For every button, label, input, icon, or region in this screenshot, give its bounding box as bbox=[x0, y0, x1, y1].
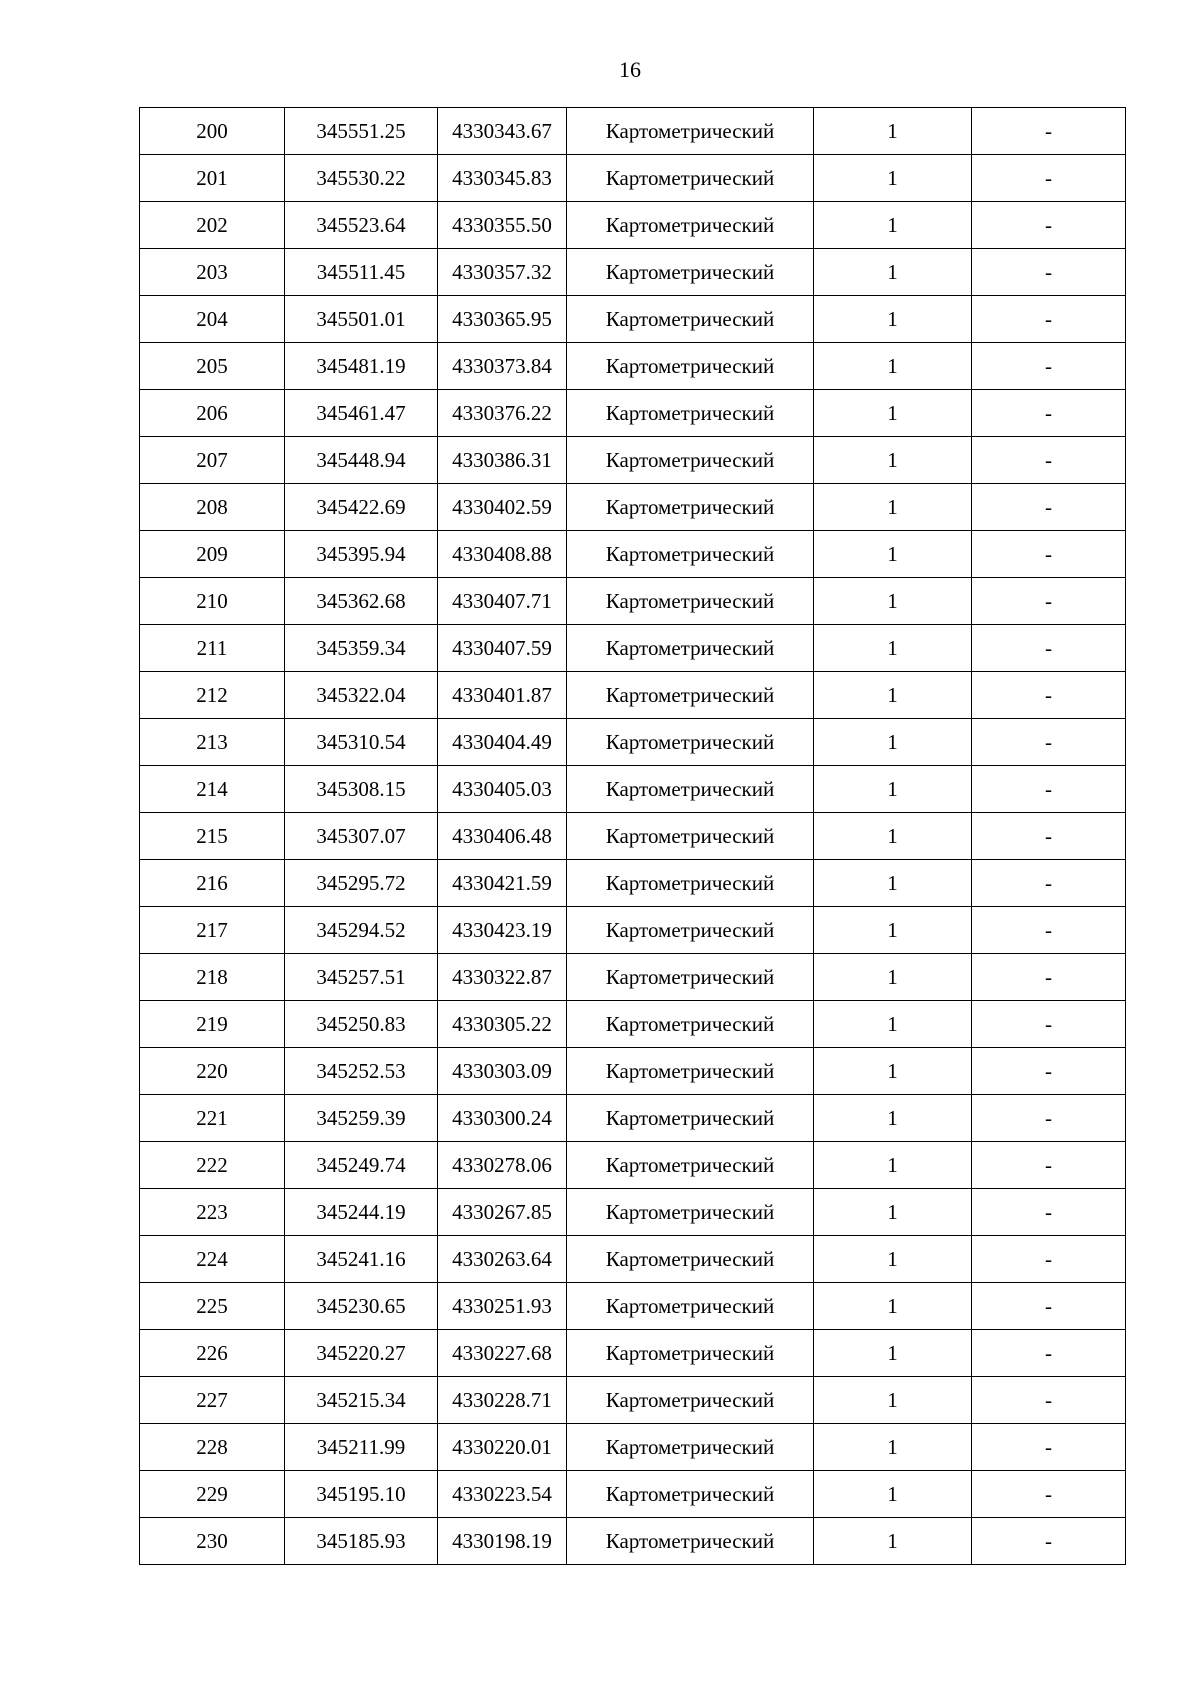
method-cell: Картометрический bbox=[567, 108, 814, 155]
x-coordinate-cell: 345461.47 bbox=[285, 390, 438, 437]
description-cell: - bbox=[972, 484, 1126, 531]
point-number-cell: 204 bbox=[140, 296, 285, 343]
method-cell: Картометрический bbox=[567, 1048, 814, 1095]
x-coordinate-cell: 345308.15 bbox=[285, 766, 438, 813]
accuracy-cell: 1 bbox=[814, 907, 972, 954]
x-coordinate-cell: 345422.69 bbox=[285, 484, 438, 531]
method-cell: Картометрический bbox=[567, 1001, 814, 1048]
method-cell: Картометрический bbox=[567, 249, 814, 296]
table-row bbox=[140, 1424, 1126, 1471]
description-cell: - bbox=[972, 578, 1126, 625]
table-row bbox=[140, 1471, 1126, 1518]
x-coordinate-cell: 345259.39 bbox=[285, 1095, 438, 1142]
description-cell: - bbox=[972, 672, 1126, 719]
table-row bbox=[140, 625, 1126, 672]
x-coordinate-cell: 345448.94 bbox=[285, 437, 438, 484]
page-number: 16 bbox=[619, 57, 641, 82]
x-coordinate-cell: 345230.65 bbox=[285, 1283, 438, 1330]
description-cell: - bbox=[972, 155, 1126, 202]
accuracy-cell: 1 bbox=[814, 1236, 972, 1283]
table-row bbox=[140, 1048, 1126, 1095]
point-number-cell: 202 bbox=[140, 202, 285, 249]
method-cell: Картометрический bbox=[567, 1471, 814, 1518]
x-coordinate-cell: 345294.52 bbox=[285, 907, 438, 954]
method-cell: Картометрический bbox=[567, 954, 814, 1001]
method-cell: Картометрический bbox=[567, 625, 814, 672]
description-cell: - bbox=[972, 907, 1126, 954]
y-coordinate-cell: 4330303.09 bbox=[438, 1048, 567, 1095]
method-cell: Картометрический bbox=[567, 296, 814, 343]
table-row bbox=[140, 1095, 1126, 1142]
y-coordinate-cell: 4330408.88 bbox=[438, 531, 567, 578]
method-cell: Картометрический bbox=[567, 1189, 814, 1236]
y-coordinate-cell: 4330198.19 bbox=[438, 1518, 567, 1565]
x-coordinate-cell: 345215.34 bbox=[285, 1377, 438, 1424]
description-cell: - bbox=[972, 719, 1126, 766]
point-number-cell: 211 bbox=[140, 625, 285, 672]
point-number-cell: 205 bbox=[140, 343, 285, 390]
table-row bbox=[140, 531, 1126, 578]
method-cell: Картометрический bbox=[567, 531, 814, 578]
point-number-cell: 228 bbox=[140, 1424, 285, 1471]
accuracy-cell: 1 bbox=[814, 202, 972, 249]
x-coordinate-cell: 345257.51 bbox=[285, 954, 438, 1001]
description-cell: - bbox=[972, 1189, 1126, 1236]
description-cell: - bbox=[972, 202, 1126, 249]
table-row bbox=[140, 484, 1126, 531]
point-number-cell: 219 bbox=[140, 1001, 285, 1048]
y-coordinate-cell: 4330423.19 bbox=[438, 907, 567, 954]
accuracy-cell: 1 bbox=[814, 531, 972, 578]
point-number-cell: 212 bbox=[140, 672, 285, 719]
accuracy-cell: 1 bbox=[814, 484, 972, 531]
point-number-cell: 221 bbox=[140, 1095, 285, 1142]
x-coordinate-cell: 345481.19 bbox=[285, 343, 438, 390]
point-number-cell: 207 bbox=[140, 437, 285, 484]
y-coordinate-cell: 4330373.84 bbox=[438, 343, 567, 390]
accuracy-cell: 1 bbox=[814, 1283, 972, 1330]
description-cell: - bbox=[972, 437, 1126, 484]
table-row bbox=[140, 249, 1126, 296]
method-cell: Картометрический bbox=[567, 860, 814, 907]
point-number-cell: 209 bbox=[140, 531, 285, 578]
y-coordinate-cell: 4330407.59 bbox=[438, 625, 567, 672]
x-coordinate-cell: 345551.25 bbox=[285, 108, 438, 155]
accuracy-cell: 1 bbox=[814, 578, 972, 625]
table-row bbox=[140, 1142, 1126, 1189]
y-coordinate-cell: 4330407.71 bbox=[438, 578, 567, 625]
accuracy-cell: 1 bbox=[814, 249, 972, 296]
y-coordinate-cell: 4330402.59 bbox=[438, 484, 567, 531]
table-row bbox=[140, 1189, 1126, 1236]
x-coordinate-cell: 345241.16 bbox=[285, 1236, 438, 1283]
method-cell: Картометрический bbox=[567, 813, 814, 860]
x-coordinate-cell: 345322.04 bbox=[285, 672, 438, 719]
table-row bbox=[140, 719, 1126, 766]
table-row bbox=[140, 202, 1126, 249]
description-cell: - bbox=[972, 296, 1126, 343]
y-coordinate-cell: 4330421.59 bbox=[438, 860, 567, 907]
table-row bbox=[140, 296, 1126, 343]
description-cell: - bbox=[972, 1283, 1126, 1330]
accuracy-cell: 1 bbox=[814, 155, 972, 202]
description-cell: - bbox=[972, 343, 1126, 390]
point-number-cell: 220 bbox=[140, 1048, 285, 1095]
method-cell: Картометрический bbox=[567, 202, 814, 249]
x-coordinate-cell: 345249.74 bbox=[285, 1142, 438, 1189]
point-number-cell: 216 bbox=[140, 860, 285, 907]
y-coordinate-cell: 4330278.06 bbox=[438, 1142, 567, 1189]
y-coordinate-cell: 4330300.24 bbox=[438, 1095, 567, 1142]
table-row bbox=[140, 578, 1126, 625]
y-coordinate-cell: 4330343.67 bbox=[438, 108, 567, 155]
method-cell: Картометрический bbox=[567, 437, 814, 484]
accuracy-cell: 1 bbox=[814, 1001, 972, 1048]
x-coordinate-cell: 345395.94 bbox=[285, 531, 438, 578]
accuracy-cell: 1 bbox=[814, 296, 972, 343]
point-number-cell: 208 bbox=[140, 484, 285, 531]
method-cell: Картометрический bbox=[567, 343, 814, 390]
y-coordinate-cell: 4330406.48 bbox=[438, 813, 567, 860]
description-cell: - bbox=[972, 1142, 1126, 1189]
x-coordinate-cell: 345359.34 bbox=[285, 625, 438, 672]
y-coordinate-cell: 4330305.22 bbox=[438, 1001, 567, 1048]
table-row bbox=[140, 155, 1126, 202]
table-row bbox=[140, 1518, 1126, 1565]
y-coordinate-cell: 4330220.01 bbox=[438, 1424, 567, 1471]
method-cell: Картометрический bbox=[567, 484, 814, 531]
y-coordinate-cell: 4330386.31 bbox=[438, 437, 567, 484]
accuracy-cell: 1 bbox=[814, 1142, 972, 1189]
table-row bbox=[140, 1236, 1126, 1283]
accuracy-cell: 1 bbox=[814, 1095, 972, 1142]
x-coordinate-cell: 345295.72 bbox=[285, 860, 438, 907]
description-cell: - bbox=[972, 1001, 1126, 1048]
method-cell: Картометрический bbox=[567, 1236, 814, 1283]
y-coordinate-cell: 4330357.32 bbox=[438, 249, 567, 296]
description-cell: - bbox=[972, 1377, 1126, 1424]
point-number-cell: 200 bbox=[140, 108, 285, 155]
description-cell: - bbox=[972, 1330, 1126, 1377]
description-cell: - bbox=[972, 813, 1126, 860]
point-number-cell: 226 bbox=[140, 1330, 285, 1377]
table-row bbox=[140, 1283, 1126, 1330]
point-number-cell: 215 bbox=[140, 813, 285, 860]
method-cell: Картометрический bbox=[567, 1095, 814, 1142]
accuracy-cell: 1 bbox=[814, 343, 972, 390]
table-row bbox=[140, 343, 1126, 390]
accuracy-cell: 1 bbox=[814, 108, 972, 155]
x-coordinate-cell: 345185.93 bbox=[285, 1518, 438, 1565]
table-row bbox=[140, 672, 1126, 719]
point-number-cell: 201 bbox=[140, 155, 285, 202]
point-number-cell: 213 bbox=[140, 719, 285, 766]
method-cell: Картометрический bbox=[567, 672, 814, 719]
accuracy-cell: 1 bbox=[814, 1330, 972, 1377]
y-coordinate-cell: 4330345.83 bbox=[438, 155, 567, 202]
y-coordinate-cell: 4330267.85 bbox=[438, 1189, 567, 1236]
accuracy-cell: 1 bbox=[814, 1189, 972, 1236]
table-row bbox=[140, 437, 1126, 484]
y-coordinate-cell: 4330401.87 bbox=[438, 672, 567, 719]
table-row bbox=[140, 860, 1126, 907]
y-coordinate-cell: 4330322.87 bbox=[438, 954, 567, 1001]
point-number-cell: 224 bbox=[140, 1236, 285, 1283]
y-coordinate-cell: 4330405.03 bbox=[438, 766, 567, 813]
coordinates-table-body bbox=[140, 108, 1126, 1565]
description-cell: - bbox=[972, 954, 1126, 1001]
table-row bbox=[140, 766, 1126, 813]
x-coordinate-cell: 345211.99 bbox=[285, 1424, 438, 1471]
accuracy-cell: 1 bbox=[814, 1377, 972, 1424]
method-cell: Картометрический bbox=[567, 1283, 814, 1330]
method-cell: Картометрический bbox=[567, 766, 814, 813]
accuracy-cell: 1 bbox=[814, 437, 972, 484]
point-number-cell: 203 bbox=[140, 249, 285, 296]
description-cell: - bbox=[972, 1424, 1126, 1471]
x-coordinate-cell: 345250.83 bbox=[285, 1001, 438, 1048]
x-coordinate-cell: 345362.68 bbox=[285, 578, 438, 625]
x-coordinate-cell: 345307.07 bbox=[285, 813, 438, 860]
x-coordinate-cell: 345244.19 bbox=[285, 1189, 438, 1236]
y-coordinate-cell: 4330404.49 bbox=[438, 719, 567, 766]
x-coordinate-cell: 345523.64 bbox=[285, 202, 438, 249]
description-cell: - bbox=[972, 1048, 1126, 1095]
point-number-cell: 206 bbox=[140, 390, 285, 437]
accuracy-cell: 1 bbox=[814, 390, 972, 437]
table-row bbox=[140, 390, 1126, 437]
description-cell: - bbox=[972, 625, 1126, 672]
method-cell: Картометрический bbox=[567, 1424, 814, 1471]
method-cell: Картометрический bbox=[567, 390, 814, 437]
point-number-cell: 214 bbox=[140, 766, 285, 813]
method-cell: Картометрический bbox=[567, 1330, 814, 1377]
description-cell: - bbox=[972, 766, 1126, 813]
x-coordinate-cell: 345195.10 bbox=[285, 1471, 438, 1518]
table-row bbox=[140, 1001, 1126, 1048]
table-row bbox=[140, 108, 1126, 155]
y-coordinate-cell: 4330227.68 bbox=[438, 1330, 567, 1377]
method-cell: Картометрический bbox=[567, 719, 814, 766]
accuracy-cell: 1 bbox=[814, 954, 972, 1001]
table-row bbox=[140, 1377, 1126, 1424]
point-number-cell: 230 bbox=[140, 1518, 285, 1565]
y-coordinate-cell: 4330365.95 bbox=[438, 296, 567, 343]
point-number-cell: 225 bbox=[140, 1283, 285, 1330]
coordinates-table bbox=[139, 107, 1126, 1565]
description-cell: - bbox=[972, 1095, 1126, 1142]
method-cell: Картометрический bbox=[567, 1377, 814, 1424]
x-coordinate-cell: 345310.54 bbox=[285, 719, 438, 766]
table-row bbox=[140, 813, 1126, 860]
method-cell: Картометрический bbox=[567, 578, 814, 625]
x-coordinate-cell: 345220.27 bbox=[285, 1330, 438, 1377]
table-row bbox=[140, 1330, 1126, 1377]
x-coordinate-cell: 345511.45 bbox=[285, 249, 438, 296]
x-coordinate-cell: 345501.01 bbox=[285, 296, 438, 343]
accuracy-cell: 1 bbox=[814, 766, 972, 813]
accuracy-cell: 1 bbox=[814, 860, 972, 907]
point-number-cell: 217 bbox=[140, 907, 285, 954]
y-coordinate-cell: 4330251.93 bbox=[438, 1283, 567, 1330]
description-cell: - bbox=[972, 1518, 1126, 1565]
point-number-cell: 227 bbox=[140, 1377, 285, 1424]
point-number-cell: 229 bbox=[140, 1471, 285, 1518]
table-row bbox=[140, 954, 1126, 1001]
method-cell: Картометрический bbox=[567, 1518, 814, 1565]
accuracy-cell: 1 bbox=[814, 1471, 972, 1518]
accuracy-cell: 1 bbox=[814, 625, 972, 672]
point-number-cell: 218 bbox=[140, 954, 285, 1001]
y-coordinate-cell: 4330263.64 bbox=[438, 1236, 567, 1283]
point-number-cell: 210 bbox=[140, 578, 285, 625]
y-coordinate-cell: 4330355.50 bbox=[438, 202, 567, 249]
description-cell: - bbox=[972, 531, 1126, 578]
point-number-cell: 223 bbox=[140, 1189, 285, 1236]
method-cell: Картометрический bbox=[567, 155, 814, 202]
description-cell: - bbox=[972, 108, 1126, 155]
method-cell: Картометрический bbox=[567, 907, 814, 954]
method-cell: Картометрический bbox=[567, 1142, 814, 1189]
description-cell: - bbox=[972, 1236, 1126, 1283]
accuracy-cell: 1 bbox=[814, 672, 972, 719]
y-coordinate-cell: 4330228.71 bbox=[438, 1377, 567, 1424]
point-number-cell: 222 bbox=[140, 1142, 285, 1189]
table-row bbox=[140, 907, 1126, 954]
accuracy-cell: 1 bbox=[814, 1048, 972, 1095]
y-coordinate-cell: 4330376.22 bbox=[438, 390, 567, 437]
x-coordinate-cell: 345530.22 bbox=[285, 155, 438, 202]
accuracy-cell: 1 bbox=[814, 1424, 972, 1471]
description-cell: - bbox=[972, 1471, 1126, 1518]
accuracy-cell: 1 bbox=[814, 719, 972, 766]
description-cell: - bbox=[972, 860, 1126, 907]
description-cell: - bbox=[972, 249, 1126, 296]
description-cell: - bbox=[972, 390, 1126, 437]
accuracy-cell: 1 bbox=[814, 1518, 972, 1565]
x-coordinate-cell: 345252.53 bbox=[285, 1048, 438, 1095]
accuracy-cell: 1 bbox=[814, 813, 972, 860]
y-coordinate-cell: 4330223.54 bbox=[438, 1471, 567, 1518]
